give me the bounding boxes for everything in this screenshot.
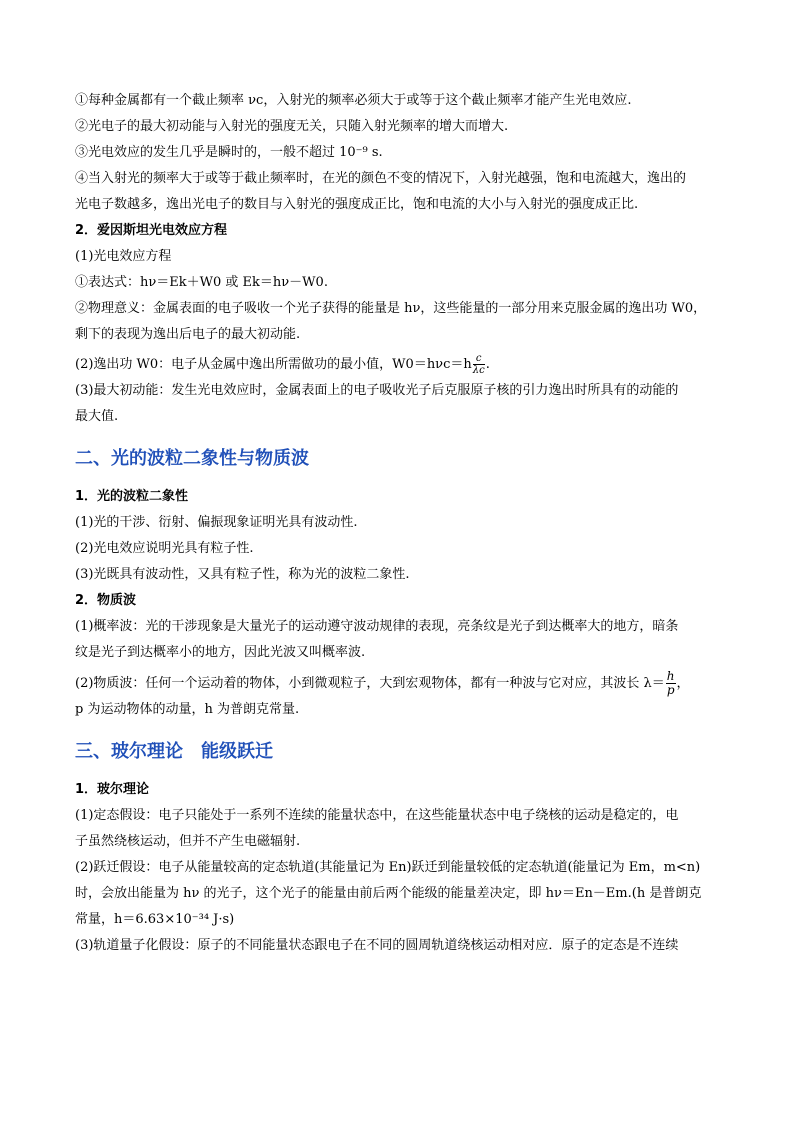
max-kinetic-energy: 最大值. (75, 409, 119, 424)
paragraph: 常量，h＝6.63×10⁻³⁴ J·s) (75, 912, 235, 927)
document-page (75, 88, 721, 959)
work-function-suffix: . (485, 357, 490, 372)
paragraph: (3)轨道量子化假设：原子的不同能量状态跟电子在不同的圆周轨道绕核运动相对应．原子的定态是不连续 (75, 938, 679, 953)
fraction-denominator: p (666, 683, 675, 697)
equation-sub1: (1)光电效应方程 (75, 249, 172, 264)
paragraph: p 为运动物体的动量，h 为普朗克常量. (75, 702, 300, 717)
subheading: 2．物质波 (75, 593, 137, 608)
paragraph: (1)光的干涉、衍射、偏振现象证明光具有波动性. (75, 515, 358, 530)
intro-point: 光电子数越多，逸出光电子的数目与入射光的强度成正比，饱和电流的大小与入射光的强度成正比. (75, 197, 639, 212)
intro-point: ①每种金属都有一个截止频率 νc，入射光的频率必须大于或等于这个截止频率才能产生光电效应. (75, 93, 632, 108)
work-function-text: (2)逸出功 W0：电子从金属中逸出所需做功的最小值，W0＝hνc＝h (75, 357, 472, 372)
work-function-fraction (473, 353, 485, 376)
work-function-line (75, 352, 721, 378)
intro-point: ②光电子的最大初动能与入射光的强度无关，只随入射光频率的增大而增大. (75, 119, 509, 134)
subheading: 1．玻尔理论 (75, 782, 150, 797)
intro-point: ③光电效应的发生几乎是瞬时的，一般不超过 10⁻⁹ s. (75, 145, 383, 160)
intro-point: ④当入射光的频率大于或等于截止频率时，在光的颜色不变的情况下，入射光越强，饱和电流越大，逸出的 (75, 171, 687, 186)
section-title: 三、玻尔理论 能级跃迁 (75, 741, 273, 762)
paragraph: (2)光电效应说明光具有粒子性. (75, 541, 254, 556)
equation-heading: 2．爱因斯坦光电效应方程 (75, 223, 228, 238)
paragraph: 子虽然绕核运动，但并不产生电磁辐射. (75, 834, 301, 849)
equation-meaning: ②物理意义：金属表面的电子吸收一个光子获得的能量是 hν，这些能量的一部分用来克服金属的逸出功 W0， (75, 301, 707, 316)
matter-wave-fraction (666, 670, 676, 697)
matter-wave-line (75, 670, 721, 697)
subheading: 1．光的波粒二象性 (75, 489, 189, 504)
matter-wave-text: (2)物质波：任何一个运动着的物体，小到微观粒子，大到宏观物体，都有一种波与它对应，其波长 λ＝ (75, 676, 665, 691)
paragraph: (2)跃迁假设：电子从能量较高的定态轨道(其能量记为 En)跃迁到能量较低的定态轨道(能量记为 Em，m<n) (75, 860, 701, 875)
equation-expression: ①表达式：hν＝Ek＋W0 或 Ek＝hν－W0. (75, 275, 328, 290)
paragraph: (1)定态假设：电子只能处于一系列不连续的能量状态中，在这些能量状态中电子绕核的运动是稳定的，电 (75, 808, 679, 823)
paragraph: (1)概率波：光的干涉现象是大量光子的运动遵守波动规律的表现，亮条纹是光子到达概率大的地方，暗条 (75, 619, 679, 634)
fraction-numerator: h (666, 669, 675, 683)
matter-wave-suffix: ， (676, 676, 690, 691)
paragraph: (3)光既具有波动性，又具有粒子性，称为光的波粒二象性. (75, 567, 410, 582)
paragraph: 时，会放出能量为 hν 的光子，这个光子的能量由前后两个能级的能量差决定，即 hν＝En－Em.(h 是普朗克 (75, 886, 702, 901)
equation-meaning: 剩下的表现为逸出后电子的最大初动能. (75, 327, 301, 342)
section-title: 二、光的波粒二象性与物质波 (75, 448, 309, 469)
max-kinetic-energy: (3)最大初动能：发生光电效应时，金属表面上的电子吸收光子后克服原子核的引力逸出时所具有的动能的 (75, 383, 679, 398)
paragraph: 纹是光子到达概率小的地方，因此光波又叫概率波. (75, 645, 366, 660)
fraction-denominator: λc (472, 365, 485, 376)
fraction-numerator: c (473, 353, 485, 365)
